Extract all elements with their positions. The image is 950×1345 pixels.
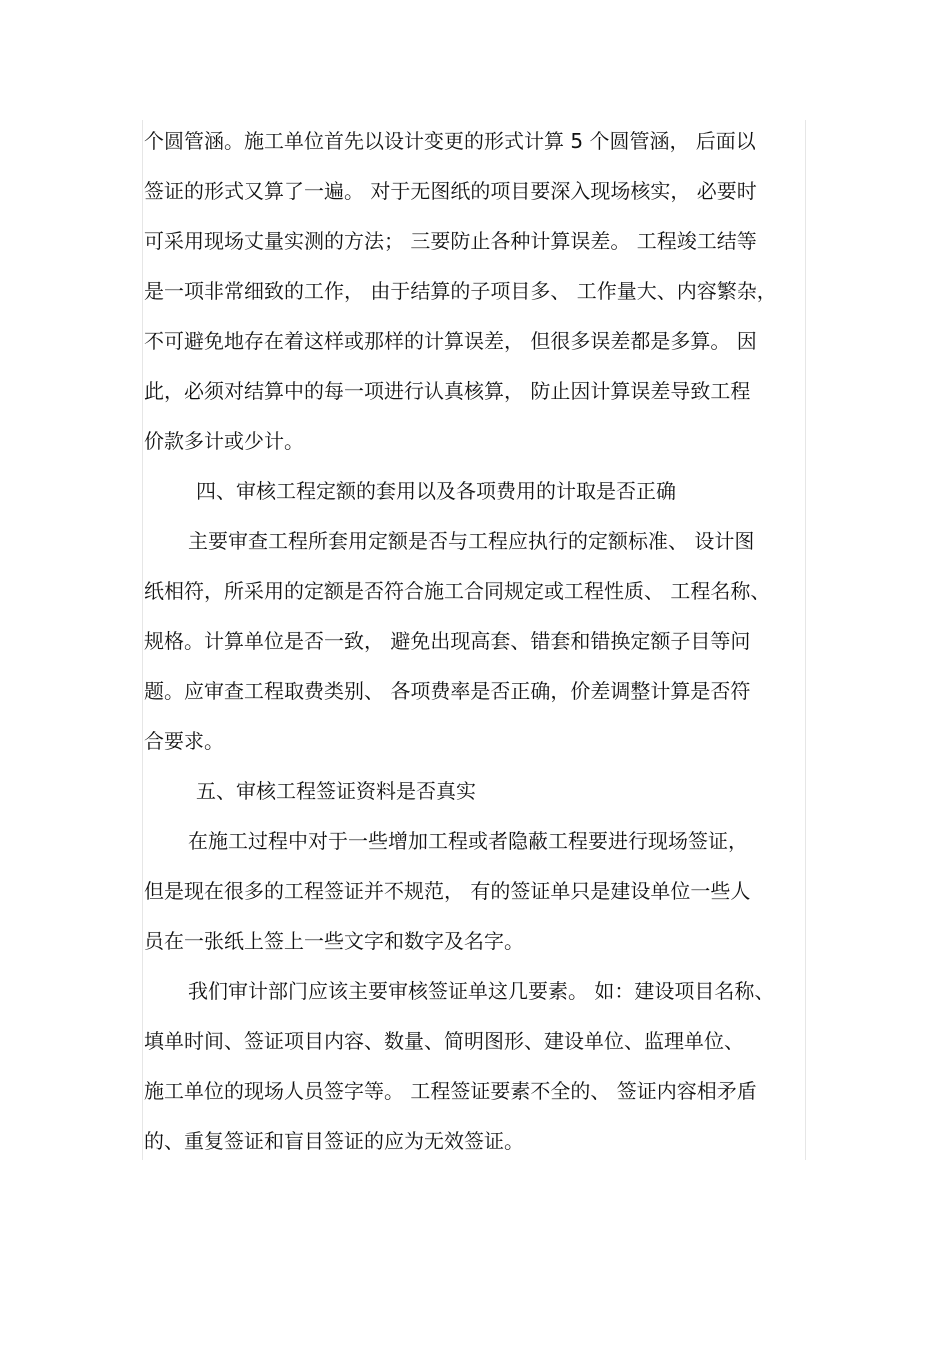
paragraph-line: 在施工过程中对于一些增加工程或者隐蔽工程要进行现场签证， xyxy=(188,829,748,853)
paragraph-line: 签证的形式又算了一遍。 对于无图纸的项目要深入现场核实， 必要时 xyxy=(144,179,757,203)
paragraph-line: 题。应审查工程取费类别、 各项费率是否正确，价差调整计算是否符 xyxy=(144,679,751,703)
paragraph-line: 员在一张纸上签上一些文字和数字及名字。 xyxy=(144,929,524,953)
paragraph-line: 的、重复签证和盲目签证的应为无效签证。 xyxy=(144,1129,524,1153)
paragraph-line: 可采用现场丈量实测的方法； 三要防止各种计算误差。 工程竣工结等 xyxy=(144,229,757,253)
paragraph-line: 个圆管涵。施工单位首先以设计变更的形式计算 5 个圆管涵， 后面以 xyxy=(144,129,756,153)
paragraph-line: 不可避免地存在着这样或那样的计算误差， 但很多误差都是多算。 因 xyxy=(144,329,757,353)
section-heading-4: 四、审核工程定额的套用以及各项费用的计取是否正确 xyxy=(196,479,676,503)
paragraph-line: 合要求。 xyxy=(144,729,224,753)
paragraph-line: 填单时间、签证项目内容、数量、简明图形、建设单位、监理单位、 xyxy=(144,1029,744,1053)
section-heading-5: 五、审核工程签证资料是否真实 xyxy=(196,779,476,803)
paragraph-line: 此，必须对结算中的每一项进行认真核算， 防止因计算误差导致工程 xyxy=(144,379,751,403)
paragraph-line: 价款多计或少计。 xyxy=(144,429,304,453)
paragraph-line: 施工单位的现场人员签字等。 工程签证要素不全的、 签证内容相矛盾 xyxy=(144,1079,757,1103)
paragraph-line: 但是现在很多的工程签证并不规范， 有的签证单只是建设单位一些人 xyxy=(144,879,751,903)
paragraph-line: 纸相符，所采用的定额是否符合施工合同规定或工程性质、 工程名称、 xyxy=(144,579,771,603)
paragraph-line: 规格。计算单位是否一致， 避免出现高套、错套和错换定额子目等问 xyxy=(144,629,751,653)
paragraph-line: 主要审查工程所套用定额是否与工程应执行的定额标准、 设计图 xyxy=(188,529,755,553)
paragraph-line: 是一项非常细致的工作， 由于结算的子项目多、 工作量大、内容繁杂， xyxy=(144,279,777,303)
paragraph-line: 我们审计部门应该主要审核签证单这几要素。 如：建设项目名称、 xyxy=(188,979,775,1003)
